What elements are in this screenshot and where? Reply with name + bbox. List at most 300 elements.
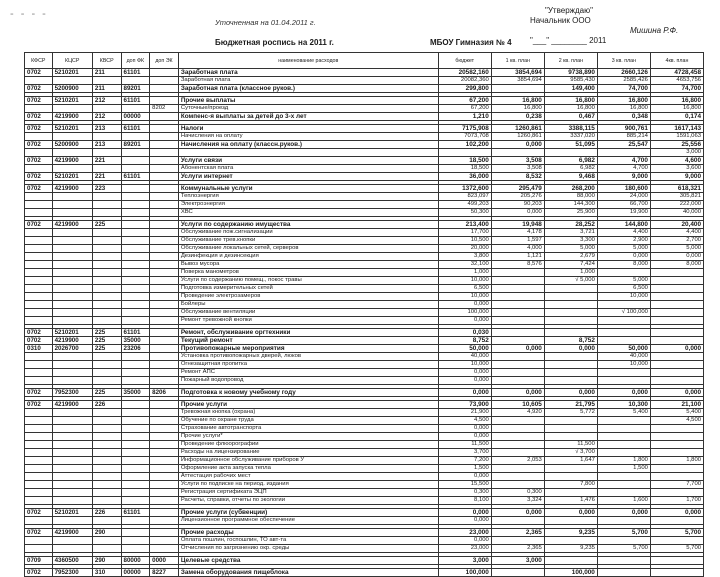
row-amount [650, 361, 703, 369]
row-amount: 5,400 [650, 409, 703, 417]
table-row [25, 165, 704, 173]
row-amount: 0,000 [438, 369, 491, 377]
row-amount: 1,121 [491, 253, 544, 261]
row-code [150, 489, 179, 497]
row-amount: 5,400 [597, 409, 650, 417]
row-amount [544, 425, 597, 433]
row-amount: 0,000 [650, 345, 703, 353]
column-header: КЦСР [52, 53, 92, 69]
row-code [25, 433, 53, 441]
row-amount [491, 293, 544, 301]
row-amount [650, 285, 703, 293]
row-code [121, 353, 150, 361]
row-amount: 2,365 [491, 529, 544, 537]
row-amount [438, 149, 491, 157]
row-amount [491, 465, 544, 473]
row-description: Регистрация сертификата ЭЦП [178, 489, 438, 497]
row-description: Услуги по подписке на период. издания [178, 481, 438, 489]
row-amount: 1260,861 [491, 133, 544, 141]
row-code [92, 497, 121, 505]
row-code [150, 473, 179, 481]
row-amount: 16,800 [650, 97, 703, 105]
row-amount: 295,479 [491, 185, 544, 193]
row-code [52, 457, 92, 465]
row-amount [597, 317, 650, 325]
row-amount [491, 433, 544, 441]
table-row [25, 309, 704, 317]
row-code [121, 133, 150, 141]
row-code [150, 481, 179, 489]
table-row [25, 441, 704, 449]
row-code [92, 105, 121, 113]
row-amount: 74,700 [650, 85, 703, 93]
row-amount [491, 353, 544, 361]
row-amount: 20082,360 [438, 77, 491, 85]
column-header: 1 кв. план [491, 53, 544, 69]
row-amount [491, 85, 544, 93]
row-amount: 3,721 [544, 229, 597, 237]
row-code [92, 237, 121, 245]
row-code [121, 489, 150, 497]
row-amount: 0,000 [438, 389, 491, 397]
row-amount [650, 433, 703, 441]
row-amount [491, 317, 544, 325]
row-amount: 0,000 [491, 141, 544, 149]
row-code [121, 253, 150, 261]
row-description: Отчисления по загрязнению окр. среды [178, 545, 438, 553]
row-amount: 7,800 [544, 481, 597, 489]
row-code [92, 317, 121, 325]
row-amount: 50,000 [597, 345, 650, 353]
row-code: 0702 [25, 569, 53, 577]
row-code: 223 [92, 185, 121, 193]
row-code [92, 165, 121, 173]
row-description: Противопожарные мероприятия [178, 345, 438, 353]
row-code [150, 173, 179, 181]
row-amount: 4,600 [650, 157, 703, 165]
row-code: 211 [92, 85, 121, 93]
row-amount: 25,556 [650, 141, 703, 149]
row-code: 0702 [25, 113, 53, 121]
row-code: 0702 [25, 401, 53, 409]
row-amount: 6,500 [597, 285, 650, 293]
row-amount: 9,468 [544, 173, 597, 181]
table-row [25, 537, 704, 545]
row-amount: 0,300 [438, 489, 491, 497]
row-code: 212 [92, 113, 121, 121]
table-row [25, 465, 704, 473]
row-code: 4219900 [52, 337, 92, 345]
row-amount: 8,752 [438, 337, 491, 345]
row-amount: 10,000 [597, 361, 650, 369]
row-amount [597, 377, 650, 385]
table-row [25, 141, 704, 149]
row-code [25, 449, 53, 457]
row-code [121, 261, 150, 269]
row-amount: 900,761 [597, 125, 650, 133]
row-amount: 0,000 [491, 345, 544, 353]
document-title: Бюджетная роспись на 2011 г. [215, 38, 334, 47]
row-code: 8202 [150, 105, 179, 113]
row-code [92, 253, 121, 261]
row-code [121, 417, 150, 425]
row-description: Прочие услуги [178, 401, 438, 409]
row-amount: 305,821 [650, 193, 703, 201]
row-amount [650, 337, 703, 345]
column-header: наименование расходов [178, 53, 438, 69]
table-row [25, 389, 704, 397]
row-code [150, 497, 179, 505]
row-code: 5210201 [52, 173, 92, 181]
row-code: 212 [92, 97, 121, 105]
row-code [52, 149, 92, 157]
row-code [52, 165, 92, 173]
row-amount: 4,000 [491, 245, 544, 253]
row-code [121, 229, 150, 237]
row-code [52, 465, 92, 473]
row-description: Заработная плата (классное руков.) [178, 85, 438, 93]
row-amount [491, 425, 544, 433]
row-code [150, 77, 179, 85]
row-code [25, 133, 53, 141]
row-amount: 1,597 [491, 237, 544, 245]
row-code [25, 473, 53, 481]
row-code [92, 433, 121, 441]
row-amount: 1372,600 [438, 185, 491, 193]
row-amount [597, 329, 650, 337]
row-code [92, 133, 121, 141]
row-code: 35000 [121, 337, 150, 345]
row-code [121, 377, 150, 385]
row-code [52, 293, 92, 301]
left-mark: - - - - [10, 8, 48, 20]
row-amount [544, 433, 597, 441]
row-code: 35000 [121, 389, 150, 397]
row-amount: 0,000 [650, 253, 703, 261]
row-amount [491, 441, 544, 449]
row-code [52, 497, 92, 505]
row-amount [597, 517, 650, 525]
row-amount: 9,000 [650, 173, 703, 181]
row-amount: 19,900 [597, 209, 650, 217]
row-amount: 11,500 [544, 441, 597, 449]
row-amount: 0,000 [438, 433, 491, 441]
row-amount: 19,948 [491, 221, 544, 229]
row-code [150, 465, 179, 473]
row-code [92, 301, 121, 309]
row-code [25, 237, 53, 245]
row-amount: 0,000 [438, 473, 491, 481]
row-description: Целевые средства [178, 557, 438, 565]
row-amount [491, 149, 544, 157]
row-amount: 50,000 [438, 345, 491, 353]
row-amount: 7,200 [438, 457, 491, 465]
row-amount: 0,000 [650, 389, 703, 397]
row-code: 0702 [25, 221, 53, 229]
row-code [52, 193, 92, 201]
row-code [150, 237, 179, 245]
row-code [52, 269, 92, 277]
row-amount [597, 449, 650, 457]
table-row [25, 317, 704, 325]
row-code: 0702 [25, 97, 53, 105]
row-code [150, 165, 179, 173]
row-amount [544, 537, 597, 545]
row-code [92, 269, 121, 277]
row-code [52, 537, 92, 545]
row-amount: 23,000 [438, 529, 491, 537]
row-amount: 0,000 [491, 389, 544, 397]
row-description: Услуги по содержанию помещ., покос травы [178, 277, 438, 285]
row-amount: 1,600 [597, 497, 650, 505]
row-amount: 10,000 [438, 277, 491, 285]
table-row [25, 473, 704, 481]
table-row [25, 253, 704, 261]
row-amount [491, 377, 544, 385]
row-code [25, 457, 53, 465]
table-row [25, 261, 704, 269]
row-code: 211 [92, 69, 121, 77]
row-code [52, 285, 92, 293]
row-amount: 4653,756 [650, 77, 703, 85]
row-code: 4360500 [52, 557, 92, 565]
row-code [25, 481, 53, 489]
row-amount [650, 317, 703, 325]
row-description: Страхование автотранспорта [178, 425, 438, 433]
row-amount: 2,365 [491, 545, 544, 553]
row-amount: 100,000 [438, 569, 491, 577]
row-code [25, 229, 53, 237]
row-code [121, 157, 150, 165]
row-amount: 2,900 [597, 237, 650, 245]
row-description: Установка противопожарных дверей, люков [178, 353, 438, 361]
row-amount: √ 5,000 [544, 277, 597, 285]
row-amount: 5,700 [597, 545, 650, 553]
row-amount: 16,800 [597, 105, 650, 113]
row-description: Прочие услуги (субвенции) [178, 509, 438, 517]
row-code [52, 209, 92, 217]
row-description: Услуги по содержанию имущества [178, 221, 438, 229]
row-code: 0702 [25, 529, 53, 537]
row-code [52, 201, 92, 209]
row-code [150, 141, 179, 149]
row-amount: 9738,890 [544, 69, 597, 77]
table-row [25, 369, 704, 377]
row-amount: 3,000 [491, 557, 544, 565]
table-row [25, 481, 704, 489]
row-amount: 1,800 [597, 457, 650, 465]
row-code [92, 193, 121, 201]
row-amount: 21,900 [438, 409, 491, 417]
row-code: 00000 [121, 569, 150, 577]
row-amount: 25,547 [597, 141, 650, 149]
row-amount [544, 309, 597, 317]
row-amount [650, 473, 703, 481]
row-amount: 15,500 [438, 481, 491, 489]
row-amount: 74,700 [597, 85, 650, 93]
row-amount [650, 489, 703, 497]
row-code [25, 105, 53, 113]
row-amount: 10,500 [438, 237, 491, 245]
row-code [150, 149, 179, 157]
row-code [92, 201, 121, 209]
table-row [25, 229, 704, 237]
row-code [25, 149, 53, 157]
row-code [92, 229, 121, 237]
row-amount [491, 481, 544, 489]
row-description: Замена оборудования пищеблока [178, 569, 438, 577]
row-amount: 0,000 [438, 317, 491, 325]
row-amount [544, 489, 597, 497]
row-amount [597, 537, 650, 545]
table-row [25, 569, 704, 577]
row-code: 89201 [121, 141, 150, 149]
row-description: Оформление акта запуска тепла [178, 465, 438, 473]
row-amount: 8,752 [544, 337, 597, 345]
row-code: 221 [92, 157, 121, 165]
approval-block [520, 6, 715, 46]
row-code: 5210201 [52, 97, 92, 105]
row-amount: 0,000 [438, 509, 491, 517]
row-amount: 5,700 [650, 545, 703, 553]
row-description: Оплата пошлин, госпошлин, ТО авт-та [178, 537, 438, 545]
table-row [25, 377, 704, 385]
row-code [150, 361, 179, 369]
row-amount [597, 569, 650, 577]
row-code [150, 221, 179, 229]
row-code [150, 345, 179, 353]
row-code [150, 337, 179, 345]
row-code [52, 545, 92, 553]
table-row [25, 209, 704, 217]
row-amount [544, 329, 597, 337]
row-code [52, 317, 92, 325]
row-code [121, 221, 150, 229]
row-code: 0702 [25, 173, 53, 181]
row-code [121, 237, 150, 245]
row-amount: 0,000 [438, 517, 491, 525]
row-amount [650, 293, 703, 301]
row-amount: 1,210 [438, 113, 491, 121]
row-amount: 3,800 [438, 253, 491, 261]
row-amount: 1617,143 [650, 125, 703, 133]
row-amount [491, 569, 544, 577]
row-code [25, 425, 53, 433]
row-code: 225 [92, 337, 121, 345]
row-description: Пожарный водопровод [178, 377, 438, 385]
row-amount: 3,000 [650, 149, 703, 157]
row-code [121, 277, 150, 285]
row-amount: 4,400 [597, 229, 650, 237]
row-amount: 823,097 [438, 193, 491, 201]
row-amount: 1,500 [597, 465, 650, 473]
row-amount: 3,324 [491, 497, 544, 505]
row-code [92, 425, 121, 433]
table-row [25, 433, 704, 441]
row-amount: 28,252 [544, 221, 597, 229]
row-amount: 23,000 [438, 545, 491, 553]
row-code [25, 193, 53, 201]
row-amount: 40,000 [597, 353, 650, 361]
row-amount: 2585,426 [597, 77, 650, 85]
row-code [121, 201, 150, 209]
row-code [52, 237, 92, 245]
row-amount [491, 337, 544, 345]
row-code [52, 245, 92, 253]
row-code [52, 369, 92, 377]
row-amount [544, 473, 597, 481]
row-code [92, 309, 121, 317]
row-amount [597, 481, 650, 489]
row-amount: 222,000 [650, 201, 703, 209]
row-code [25, 201, 53, 209]
row-amount: 205,276 [491, 193, 544, 201]
row-amount [544, 369, 597, 377]
row-amount: 100,000 [544, 569, 597, 577]
row-code [25, 409, 53, 417]
row-code: 0702 [25, 125, 53, 133]
row-amount: 0,238 [491, 113, 544, 121]
row-amount [650, 537, 703, 545]
row-amount: 21,795 [544, 401, 597, 409]
row-description: Обслуживание трев.кнопки [178, 237, 438, 245]
table-row [25, 449, 704, 457]
row-code [150, 209, 179, 217]
row-code [25, 317, 53, 325]
row-code [121, 537, 150, 545]
row-amount: 0,467 [544, 113, 597, 121]
row-code [92, 245, 121, 253]
row-description: Обслуживание вентиляции [178, 309, 438, 317]
row-code: 0702 [25, 509, 53, 517]
table-row [25, 353, 704, 361]
row-code: 4219900 [52, 157, 92, 165]
row-amount [544, 149, 597, 157]
row-amount [650, 353, 703, 361]
row-code [150, 193, 179, 201]
row-code [121, 209, 150, 217]
row-amount [597, 369, 650, 377]
row-code [150, 185, 179, 193]
row-amount [491, 301, 544, 309]
row-description: Тревожная кнопка (охрана) [178, 409, 438, 417]
row-amount [650, 441, 703, 449]
row-description: Дезинфекция и дезинсекция [178, 253, 438, 261]
row-code [25, 245, 53, 253]
row-code [92, 377, 121, 385]
row-amount: 499,203 [438, 201, 491, 209]
row-amount: 9,235 [544, 545, 597, 553]
row-code [121, 185, 150, 193]
budget-table [24, 52, 704, 577]
table-body [25, 69, 704, 577]
table-row [25, 277, 704, 285]
table-row [25, 201, 704, 209]
row-description: Услуги интернет [178, 173, 438, 181]
row-code: 7952300 [52, 389, 92, 397]
row-amount: 4,700 [597, 157, 650, 165]
row-amount [491, 361, 544, 369]
table-row [25, 361, 704, 369]
row-code [121, 529, 150, 537]
row-amount: 32,100 [438, 261, 491, 269]
row-amount [544, 517, 597, 525]
row-amount: 885,214 [597, 133, 650, 141]
row-code [92, 261, 121, 269]
row-code [92, 77, 121, 85]
row-amount: 10,605 [491, 401, 544, 409]
row-amount [544, 293, 597, 301]
